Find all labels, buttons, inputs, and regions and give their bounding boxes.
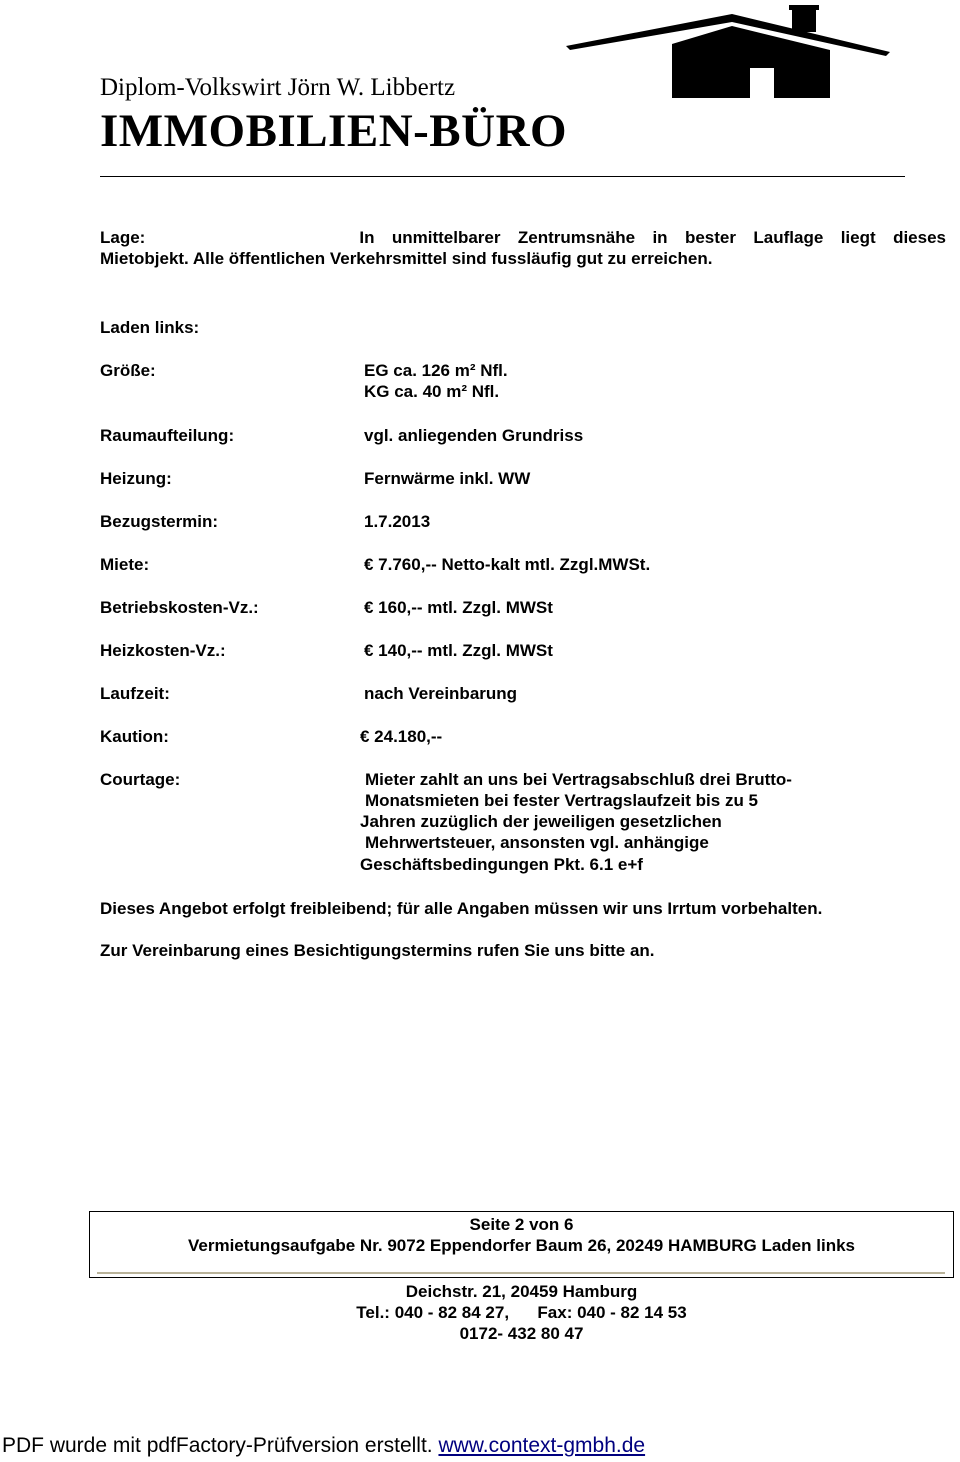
office-mobile: 0172- 432 80 47 [459,1324,584,1343]
betriebskosten-value: € 160,-- mtl. Zzgl. MWSt [364,598,553,617]
lage-text-line1: In unmittelbarer Zentrumsnähe in bester Lauflage liegt dieses [359,228,946,247]
office-phone-fax: Tel.: 040 - 82 84 27, Fax: 040 - 82 14 53 [356,1303,687,1322]
heizung-label: Heizung: [100,469,172,488]
raumaufteilung-label: Raumaufteilung: [100,426,235,445]
lage-label: Lage: [100,228,146,247]
header-divider [100,176,905,177]
courtage-line: Monatsmieten bei fester Vertragslaufzeit bis zu 5 [365,791,759,810]
pdf-notice-link[interactable]: www.context-gmbh.de [438,1434,646,1457]
bezugstermin-label: Bezugstermin: [100,512,219,531]
miete-value: € 7.760,-- Netto-kalt mtl. Zzgl.MWSt. [364,555,651,574]
courtage-line: Mehrwertsteuer, ansonsten vgl. anhängige [365,833,709,852]
miete-label: Miete: [100,555,150,574]
kaution-label: Kaution: [100,727,169,746]
pdf-notice-text: PDF wurde mit pdfFactory-Prüfversion erstellt. [2,1434,439,1457]
house-roof-logo [562,2,892,100]
courtage-label: Courtage: [100,770,181,789]
raumaufteilung-value: vgl. anliegenden Grundriss [364,426,584,445]
footer-divider [97,1272,945,1274]
office-address: Deichstr. 21, 20459 Hamburg [405,1282,638,1301]
lage-text-line2: Mietobjekt. Alle öffentlichen Verkehrsmittel sind fussläufig gut zu erreichen. [100,249,713,268]
lage-row [100,227,946,248]
contact-text: Zur Vereinbarung eines Besichtigungstermins rufen Sie uns bitte an. [100,941,655,960]
page-number: Seite 2 von 6 [469,1215,574,1234]
heizkosten-value: € 140,-- mtl. Zzgl. MWSt [364,641,553,660]
betriebskosten-label: Betriebskosten-Vz.: [100,598,259,617]
courtage-line: Mieter zahlt an uns bei Vertragsabschluß drei Brutto- [365,770,792,789]
heizung-value: Fernwärme inkl. WW [364,469,531,488]
disclaimer-text: Dieses Angebot erfolgt freibleibend; für alle Angaben müssen wir uns Irrtum vorbehalten. [100,899,823,918]
groesse-value-eg: EG ca. 126 m² Nfl. [364,361,508,380]
heizkosten-label: Heizkosten-Vz.: [100,641,226,660]
courtage-line: Jahren zuzüglich der jeweiligen gesetzlichen [360,812,722,831]
courtage-line: Geschäftsbedingungen Pkt. 6.1 e+f [360,855,643,874]
laufzeit-label: Laufzeit: [100,684,170,703]
owner-name: Diplom-Volkswirt Jörn W. Libbertz [100,74,456,101]
groesse-label: Größe: [100,361,156,380]
bezugstermin-value: 1.7.2013 [364,512,431,531]
groesse-value-kg: KG ca. 40 m² Nfl. [364,382,500,401]
pdf-notice [2,1434,645,1458]
office-title: IMMOBILIEN-BÜRO [100,105,568,157]
property-reference: Vermietungsaufgabe Nr. 9072 Eppendorfer Baum 26, 20249 HAMBURG Laden links [188,1236,855,1255]
section-title: Laden links: [100,318,200,337]
kaution-value: € 24.180,-- [360,727,443,746]
laufzeit-value: nach Vereinbarung [364,684,518,703]
